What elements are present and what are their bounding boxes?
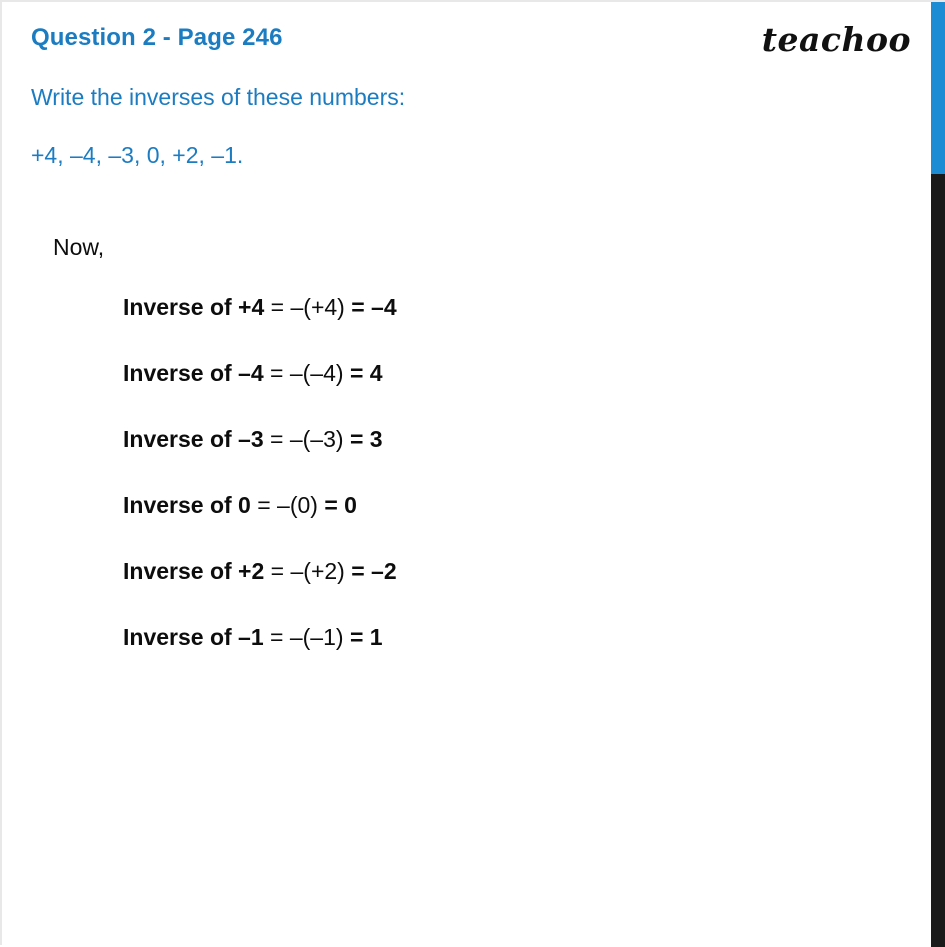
solution-step <box>123 560 883 626</box>
step-lead: Inverse of –1 <box>123 624 264 650</box>
step-lead: Inverse of +4 <box>123 294 265 320</box>
step-lead: Inverse of +2 <box>123 558 265 584</box>
step-expression: = –(–4) <box>270 360 344 386</box>
solution-step <box>123 494 883 560</box>
step-expression: = –(–3) <box>270 426 344 452</box>
solution-step <box>123 626 883 692</box>
step-lead: Inverse of –4 <box>123 360 264 386</box>
solution-step <box>123 296 883 362</box>
step-result: = 1 <box>349 624 383 650</box>
step-expression: = –(+4) <box>270 294 345 320</box>
teachoo-logo: teachoo <box>761 20 911 59</box>
step-result: = 4 <box>349 360 383 386</box>
solution-step <box>123 428 883 494</box>
step-expression: = –(+2) <box>270 558 345 584</box>
step-result: = –4 <box>351 294 397 320</box>
edge-accent-bar-dark <box>931 174 945 947</box>
edge-accent-bar-blue <box>931 2 945 174</box>
step-result: = –2 <box>351 558 397 584</box>
step-expression: = –(–1) <box>270 624 344 650</box>
question-line-2: +4, –4, –3, 0, +2, –1. <box>31 142 244 168</box>
solution-step <box>123 362 883 428</box>
step-expression: = –(0) <box>257 492 318 518</box>
page-title: Question 2 - Page 246 <box>31 24 283 51</box>
question-line-1: Write the inverses of these numbers: <box>31 84 406 110</box>
now-label: Now, <box>53 234 105 260</box>
solution-steps <box>123 296 883 692</box>
step-lead: Inverse of –3 <box>123 426 264 452</box>
step-lead: Inverse of 0 <box>123 492 251 518</box>
step-result: = 0 <box>324 492 357 518</box>
step-result: = 3 <box>349 426 383 452</box>
slide-content <box>2 2 933 947</box>
